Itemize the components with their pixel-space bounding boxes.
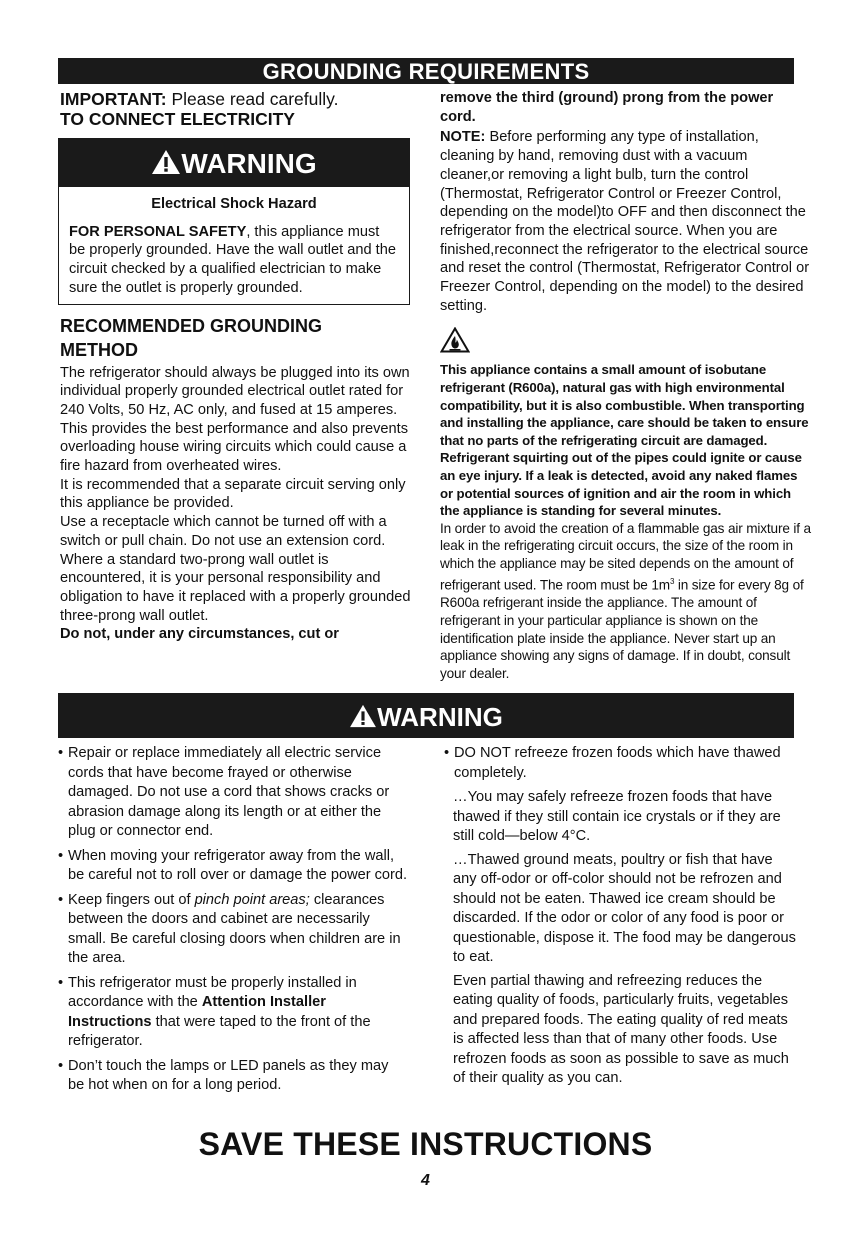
bullet-text: [68, 891, 408, 969]
warning-triangle-icon: [151, 149, 181, 175]
refreeze-paragraph-3: Even partial thawing and refreezing reduces the eating quality of foods, particularly fruits, vegetables and prepared foods. The eating quality of red meats is affected less than that of many other foods. Use refrozen foods as soon as possible to save as much of their quality as you can.: [453, 972, 789, 1086]
warning-left-column: [58, 744, 408, 1101]
list-item: [58, 974, 408, 1052]
bullet-dot: •: [444, 745, 450, 761]
pinch-point-italic: pinch point areas;: [194, 891, 310, 908]
safety-text: , this appliance must be properly grounded. Have the wall outlet and the circuit checked by a qualified electrician to make sure the outlet is properly grounded.: [69, 223, 396, 296]
method-paragraph-1: The refrigerator should always be plugged into its own individual properly grounded electrical outlet rated for 240 Volts, 50 Hz, AC only, and fused at 15 amperes.: [60, 364, 410, 418]
bullet-text: DO NOT refreeze frozen foods which have thawed completely.: [454, 745, 781, 781]
warning-triangle-icon: [349, 704, 377, 728]
bullet-text-part: clearances between the doors and cabinet are necessarily small. Be careful closing doors when children are in the area.: [68, 891, 401, 966]
important-label: IMPORTANT:: [60, 89, 167, 109]
note-label: NOTE:: [440, 129, 486, 146]
bullet-dot: •: [58, 974, 64, 991]
section-header: [58, 58, 794, 84]
flammable-warning-icon: [440, 327, 470, 353]
warning-right-column: [444, 744, 799, 1093]
list-item: [444, 744, 799, 783]
note-paragraph: [440, 128, 812, 315]
list-item: [58, 1057, 408, 1096]
method-paragraph-4: Use a receptacle which cannot be turned off with a switch or pull chain. Do not use an extension cord.: [60, 514, 387, 549]
safety-label: FOR PERSONAL SAFETY: [69, 223, 247, 240]
bullet-dot: •: [58, 847, 64, 864]
list-item: [58, 847, 408, 886]
prong-continuation: remove the third (ground) prong from the power cord.: [440, 90, 774, 125]
note-text: Before performing any type of installation, cleaning by hand, removing dust with a vacuum cleaner,or removing a light bulb, turn the control (Thermostat, Refrigerator Control or Freezer Control, depending on the model)to OFF and then disconnect the refrigerator from the electrical source. When you are finished,reconnect the refrigerator to the electrical source and reset the control (Thermostat, Refrigerator Control or Freezer Control, depending on the model) to the desired setting.: [440, 129, 810, 314]
warning-banner-title: WARNING: [377, 702, 503, 732]
warning-box-body: [59, 187, 409, 304]
section-header-title: GROUNDING REQUIREMENTS: [262, 59, 590, 84]
refreeze-paragraph-1: …You may safely refreeze frozen foods that have thawed if they still contain ice crystals or if they are still cold—below 4°C.: [453, 789, 781, 844]
right-column: [440, 89, 812, 683]
grounding-method-heading-line2: METHOD: [60, 339, 138, 360]
bullet-text: When moving your refrigerator away from the wall, be careful not to roll over or damage the power cord.: [68, 847, 408, 883]
isobutane-text-1: In order to avoid the creation of a flammable gas air mixture if a leak in the refrigerating circuit occurs, the size of the room in which the appliance may be sited depends on the amount of refrigerant used. The room must be 1m: [440, 520, 811, 593]
method-paragraph-5: Where a standard two-prong wall outlet is encountered, it is your personal responsibility and obligation to have it replaced with a properly grounded three-prong wall outlet.: [60, 551, 411, 624]
grounding-method-heading: [60, 314, 416, 362]
bullet-dot: •: [58, 1057, 64, 1074]
method-paragraph-2: This provides the best performance and also prevents overloading house wiring circuits which could cause a fire hazard from overheated wires.: [60, 420, 409, 475]
installer-instructions-bold: Attention Installer Instructions: [68, 994, 326, 1030]
bullet-dot: •: [58, 891, 64, 908]
important-line: [60, 89, 416, 109]
bullet-text-part: This refrigerator must be properly installed in accordance with the: [68, 974, 357, 1010]
page-number: 4: [421, 1172, 430, 1189]
refreeze-paragraph-2: …Thawed ground meats, poultry or fish that have any off-odor or off-color should not be refrozen and should not be eaten. Thawed ice cream should be discarded. If the odor or color of any food is poor or questionable, dispose it. The food may be dangerous to eat.: [453, 851, 796, 965]
warning-banner: [58, 693, 794, 738]
isobutane-superscript: 3: [669, 576, 675, 586]
safety-paragraph: [69, 223, 399, 298]
connect-heading: TO CONNECT ELECTRICITY: [60, 109, 295, 129]
bullet-text-part: that were taped to the front of the refrigerator.: [68, 1013, 371, 1049]
save-instructions-title: SAVE THESE INSTRUCTIONS: [198, 1126, 653, 1162]
left-column: [60, 89, 416, 644]
list-item: [58, 891, 408, 969]
bullet-text: [68, 974, 408, 1052]
isobutane-text-2: in size for every 8g of R600a refrigerant inside the appliance. The amount of refrigerant in your particular appliance is shown on the identification plate inside the appliance. Never start up an appliance showing any signs of damage. If in doubt, consult your dealer.: [440, 577, 804, 681]
warning-box-title: WARNING: [181, 148, 317, 179]
isobutane-paragraph: [440, 520, 812, 683]
list-item: [58, 744, 408, 842]
bullet-text: Repair or replace immediately all electric service cords that have become frayed or otherwise damaged. Do not use a cord that shows cracks or abrasion damage along its length or at either the plug or connector end.: [68, 745, 390, 839]
grounding-method-heading-line1: RECOMMENDED GROUNDING: [60, 315, 323, 336]
warning-box-header: [59, 139, 409, 187]
bullet-text-part: Keep fingers out of: [68, 891, 195, 908]
warning-box-subtitle: Electrical Shock Hazard: [151, 196, 317, 212]
isobutane-warning-bold: This appliance contains a small amount of isobutane refrigerant (R600a), natural gas with high environmental compatibility, but it is also combustible. When transporting and installing the appliance, care should be taken to ensure that no parts of the refrigerating circuit are damaged. Refrigerant squirting out of the pipes could ignite or cause an eye injury. If a leak is detected, avoid any naked flames or potential sources of ignition and air the room in which the appliance is standing for several minutes.: [440, 362, 809, 519]
warning-box: [58, 138, 410, 305]
important-text: Please read carefully.: [166, 89, 339, 109]
method-paragraph-3: It is recommended that a separate circuit serving only this appliance be provided.: [60, 476, 406, 512]
bullet-text: Don’t touch the lamps or LED panels as they may be hot when on for a long period.: [68, 1057, 389, 1093]
bullet-dot: •: [58, 745, 64, 761]
method-paragraph-6: Do not, under any circumstances, cut or: [60, 626, 339, 643]
